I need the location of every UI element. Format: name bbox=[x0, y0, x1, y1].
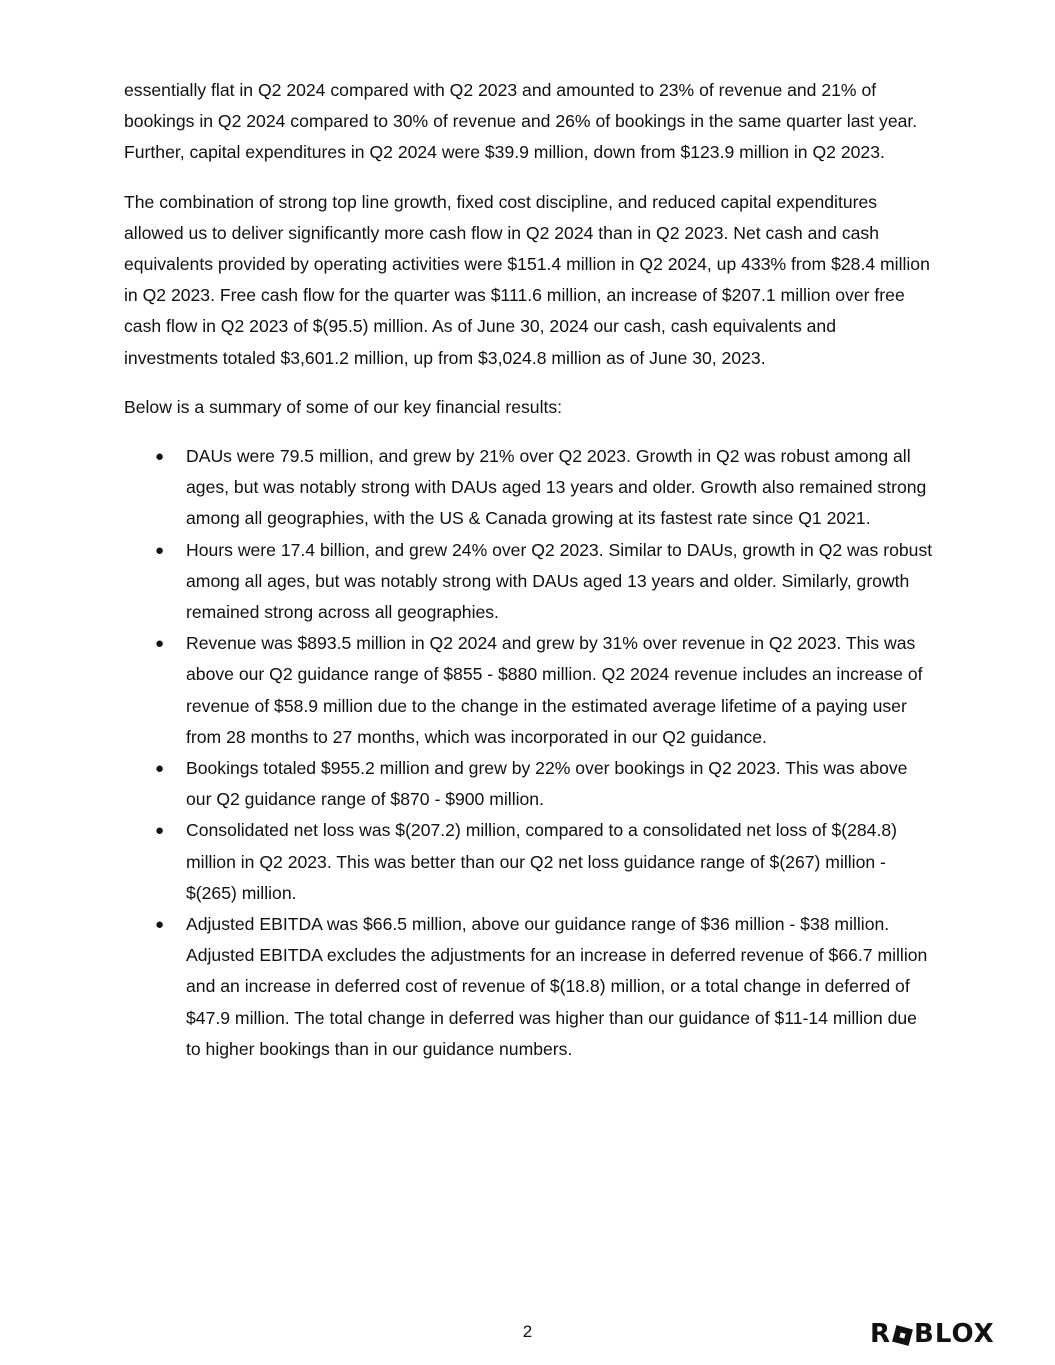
paragraph-capex: essentially flat in Q2 2024 compared with Q2 2023 and amounted to 23% of revenue and 21% of bookings in Q2 2024 compared to 30% of revenue and 26% of bookings in the same quarter last year. Further, capital expenditures in Q2 2024 were $39.9 million, down from $123.9 million in Q2 2023. bbox=[124, 80, 918, 163]
list-item-text: Revenue was $893.5 million in Q2 2024 and grew by 31% over revenue in Q2 2023. This was above our Q2 guidance range of $855 - $880 million. Q2 2024 revenue includes an increase of revenue of $58.9 million due to the change in the estimated average lifetime of a paying user from 28 months to 27 months, which was incorporated in our Q2 guidance. bbox=[186, 633, 923, 747]
page-body bbox=[124, 75, 934, 1065]
bullet-icon: ● bbox=[155, 760, 165, 778]
list-item-hours bbox=[124, 535, 934, 629]
list-item-text: Bookings totaled $955.2 million and grew by 22% over bookings in Q2 2023. This was above our Q2 guidance range of $870 - $900 million. bbox=[186, 758, 908, 810]
list-item-text: Hours were 17.4 billion, and grew 24% over Q2 2023. Similar to DAUs, growth in Q2 was robust among all ages, but was notably strong with DAUs aged 13 years and older. Similarly, growth remained strong across all geographies. bbox=[186, 539, 933, 623]
logo-letters-blox: BLOX bbox=[914, 1319, 995, 1349]
list-item-text: Adjusted EBITDA was $66.5 million, above our guidance range of $36 million - $38 million. Adjusted EBITDA excludes the adjustments for an increase in deferred revenue of $66.7 million and an increase in deferred cost of revenue of $(18.8) million, or a total change in deferred of $47.9 million. The total change in deferred was higher than our guidance of $11-14 million due to higher bookings than in our guidance numbers. bbox=[186, 914, 928, 1059]
list-item-text: DAUs were 79.5 million, and grew by 21% over Q2 2023. Growth in Q2 was robust among all ages, but was notably strong with DAUs aged 13 years and older. Growth also remained strong among all geographies, with the US & Canada growing at its fastest rate since Q1 2021. bbox=[186, 446, 927, 529]
list-item-net-loss bbox=[124, 815, 934, 909]
list-item-daus bbox=[124, 441, 934, 535]
paragraph-cash-flow: The combination of strong top line growth, fixed cost discipline, and reduced capital expenditures allowed us to deliver significantly more cash flow in Q2 2024 than in Q2 2023. Net cash and cash equivalents provided by operating activities were $151.4 million in Q2 2024, up 433% from $28.4 million in Q2 2023. Free cash flow for the quarter was $111.6 million, an increase of $207.1 million over free cash flow in Q2 2023 of $(95.5) million. As of June 30, 2024 our cash, cash equivalents and investments totaled $3,601.2 million, up from $3,024.8 million as of June 30, 2023. bbox=[124, 191, 930, 368]
bullet-icon: ● bbox=[155, 541, 165, 559]
bullet-icon: ● bbox=[155, 822, 165, 840]
key-results-list bbox=[124, 441, 934, 1065]
bullet-icon: ● bbox=[155, 635, 165, 653]
logo-letter-r: R bbox=[870, 1319, 892, 1349]
list-item-text: Consolidated net loss was $(207.2) million, compared to a consolidated net loss of $(284.8) million in Q2 2023. This was better than our Q2 net loss guidance range of $(267) million - $(265) million. bbox=[186, 820, 897, 903]
list-item-revenue bbox=[124, 628, 934, 753]
bullet-icon: ● bbox=[155, 916, 165, 934]
paragraph-summary-intro: Below is a summary of some of our key financial results: bbox=[124, 396, 563, 417]
roblox-logo bbox=[870, 1320, 995, 1348]
list-item-adjusted-ebitda bbox=[124, 909, 934, 1065]
roblox-tile-icon bbox=[892, 1325, 913, 1346]
bullet-icon: ● bbox=[155, 448, 165, 466]
list-item-bookings bbox=[124, 753, 934, 815]
page-number: 2 bbox=[522, 1322, 533, 1341]
